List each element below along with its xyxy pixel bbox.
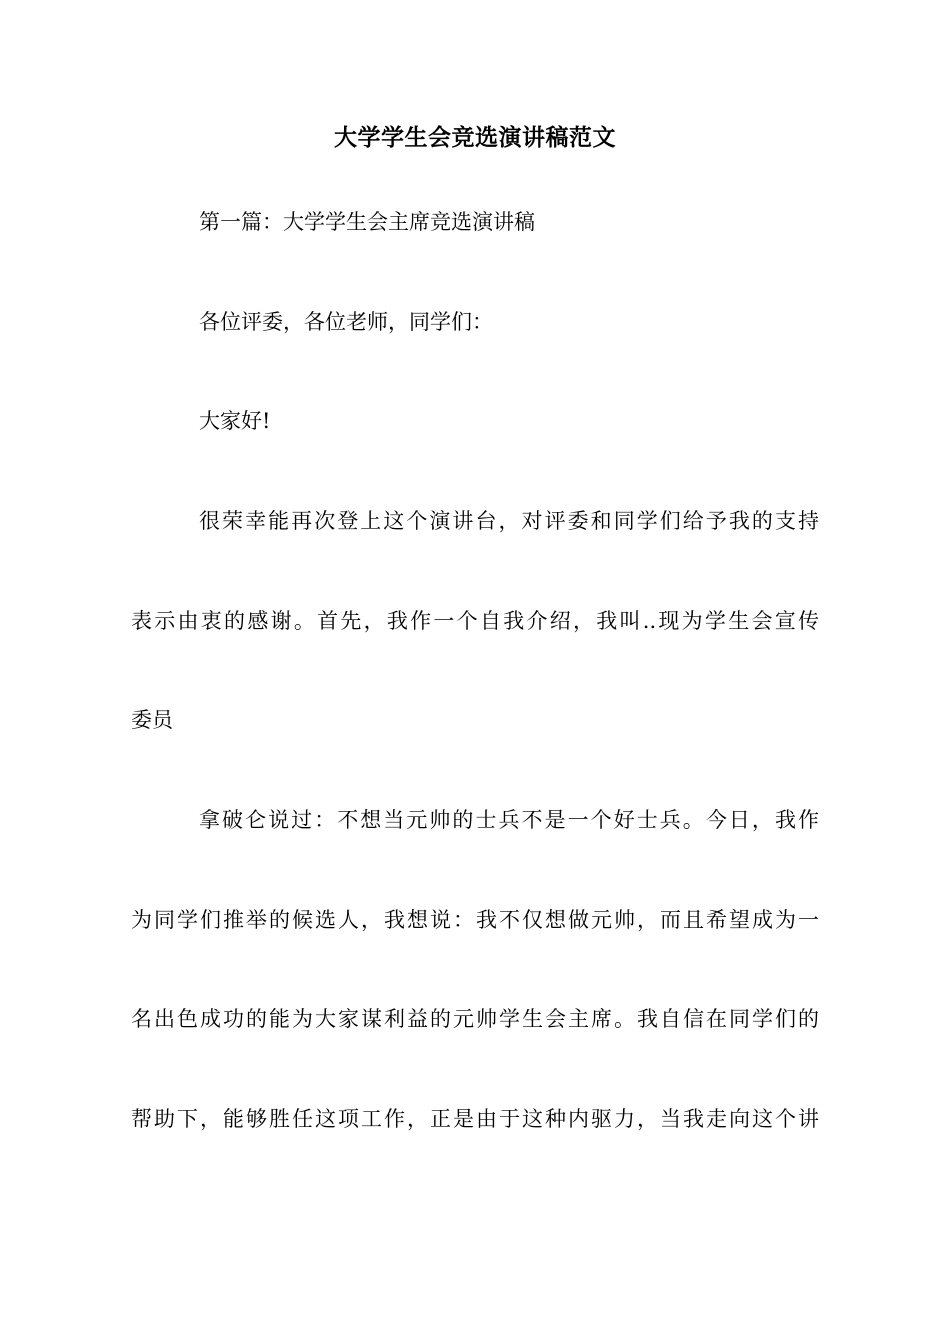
paragraph-line: 为同学们推举的候选人，我想说：我不仅想做元帅，而且希望成为一 <box>131 908 819 932</box>
paragraph-line: 委员 <box>131 708 173 732</box>
paragraph-line: 很荣幸能再次登上这个演讲台，对评委和同学们给予我的支持 <box>199 509 819 533</box>
paragraph-line: 帮助下，能够胜任这项工作，正是由于这种内驱力，当我走向这个讲 <box>131 1107 819 1131</box>
section-heading: 第一篇：大学学生会主席竞选演讲稿 <box>199 210 535 234</box>
salutation: 各位评委，各位老师，同学们： <box>199 310 493 334</box>
paragraph-line: 拿破仑说过：不想当元帅的士兵不是一个好士兵。今日，我作 <box>199 808 819 832</box>
paragraph-line: 名出色成功的能为大家谋利益的元帅学生会主席。我自信在同学们的 <box>131 1007 819 1031</box>
document-title: 大学学生会竞选演讲稿范文 <box>334 125 616 151</box>
greeting: 大家好! <box>199 409 271 433</box>
paragraph-line: 表示由衷的感谢。首先，我作一个自我介绍，我叫..现为学生会宣传 <box>131 609 819 633</box>
